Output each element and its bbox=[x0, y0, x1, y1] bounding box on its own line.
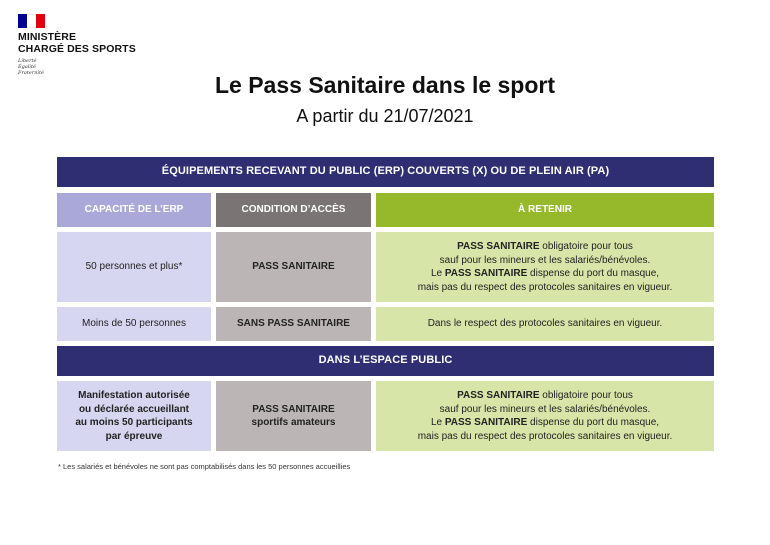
row3-condition-line1: PASS SANITAIRE bbox=[252, 403, 335, 415]
row2-note: Dans le respect des protocoles sanitaires en vigueur. bbox=[376, 307, 714, 341]
row3-note-line3-bold: PASS SANITAIRE bbox=[444, 417, 528, 428]
row1-note-line3-bold: PASS SANITAIRE bbox=[444, 268, 528, 279]
row3-capacity-line1: Manifestation autorisée bbox=[78, 390, 190, 401]
row3-condition bbox=[216, 381, 371, 451]
row1-note-line3-rest: dispense du port du masque, bbox=[527, 268, 660, 279]
ministry-logo bbox=[18, 14, 158, 76]
row3-capacity bbox=[57, 381, 211, 451]
row3-note-line2: sauf pour les mineurs et les salariés/bénévoles. bbox=[439, 403, 651, 415]
row3-note-pass-bold: PASS SANITAIRE bbox=[457, 390, 540, 401]
row1-note-line1: obligatoire pour tous bbox=[539, 241, 633, 252]
row3-capacity-line2: ou déclarée accueillant bbox=[78, 403, 190, 415]
row1-capacity: 50 personnes et plus* bbox=[57, 232, 211, 302]
row3-capacity-line3: au moins 50 participants bbox=[75, 417, 193, 428]
row2-condition: SANS PASS SANITAIRE bbox=[216, 307, 371, 341]
motto-egalite: Égalité bbox=[18, 64, 36, 70]
row3-condition-line2: sportifs amateurs bbox=[251, 417, 336, 428]
row3-note bbox=[376, 381, 714, 451]
header-capacity: CAPACITÉ DE L’ERP bbox=[57, 193, 211, 227]
row1-note bbox=[376, 232, 714, 302]
row3-capacity-line4: par épreuve bbox=[105, 430, 163, 442]
row3-note-line1: obligatoire pour tous bbox=[539, 390, 633, 401]
row1-note-pass-bold: PASS SANITAIRE bbox=[457, 241, 540, 252]
header-retain: À RETENIR bbox=[376, 193, 714, 227]
row1-condition: PASS SANITAIRE bbox=[216, 232, 371, 302]
page-subtitle: A partir du 21/07/2021 bbox=[296, 106, 474, 126]
motto-fraternite: Fraternité bbox=[18, 70, 44, 76]
row3-note-line3-rest: dispense du port du masque, bbox=[527, 417, 660, 428]
row1-note-line4: mais pas du respect des protocoles sanitaires en vigueur. bbox=[417, 281, 673, 293]
row1-note-line2: sauf pour les mineurs et les salariés/bénévoles. bbox=[439, 254, 651, 266]
ministry-line-2: CHARGÉ DES SPORTS bbox=[18, 43, 136, 55]
row2-capacity: Moins de 50 personnes bbox=[57, 307, 211, 341]
row3-note-line3-pre: Le bbox=[430, 417, 445, 428]
row3-note-line4: mais pas du respect des protocoles sanitaires en vigueur. bbox=[417, 430, 673, 442]
page-title: Le Pass Sanitaire dans le sport bbox=[214, 72, 556, 98]
section-erp-heading: ÉQUIPEMENTS RECEVANT DU PUBLIC (ERP) COUVERTS (X) OU DE PLEIN AIR (PA) bbox=[57, 157, 714, 187]
ministry-name bbox=[18, 31, 158, 55]
ministry-line-1: MINISTÈRE bbox=[18, 31, 77, 43]
header-condition: CONDITION D’ACCÈS bbox=[216, 193, 371, 227]
french-flag-icon bbox=[18, 14, 45, 28]
row1-note-line3-pre: Le bbox=[430, 268, 445, 279]
section-public-space-heading: DANS L’ESPACE PUBLIC bbox=[57, 346, 714, 376]
motto-liberte: Liberté bbox=[18, 58, 37, 64]
footnote: * Les salariés et bénévoles ne sont pas comptabilisés dans les 50 personnes accueillies bbox=[58, 462, 351, 471]
